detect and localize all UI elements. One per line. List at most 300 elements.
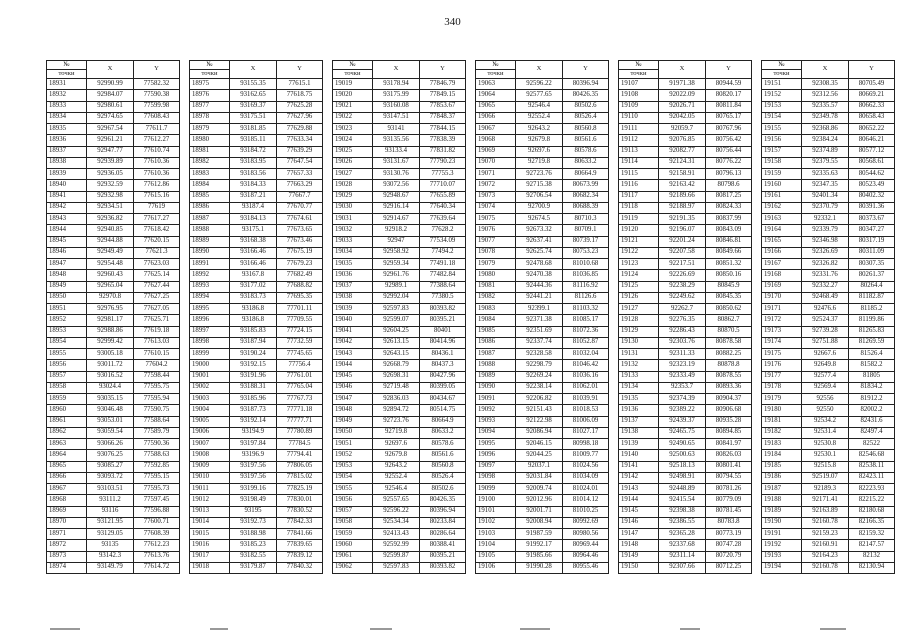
point-id: 18938 <box>47 157 87 168</box>
y-value: 77633.34 <box>277 135 323 146</box>
y-value: 77595.73 <box>134 484 180 495</box>
table-row <box>333 450 466 461</box>
point-id: 19163 <box>762 214 802 225</box>
y-value: 77629.88 <box>277 124 323 135</box>
y-value: 80523.49 <box>849 180 895 191</box>
y-value: 80862.7 <box>706 315 752 326</box>
x-value: 93131.67 <box>373 157 420 168</box>
table-row <box>47 292 180 303</box>
table-row <box>47 259 180 270</box>
y-value: 80980.56 <box>563 529 609 540</box>
table-row <box>619 214 752 225</box>
point-id: 19078 <box>476 247 516 258</box>
point-id: 18961 <box>47 416 87 427</box>
table-row <box>476 146 609 157</box>
point-id: 19013 <box>190 506 230 517</box>
point-id: 19055 <box>333 484 373 495</box>
x-value: 92151.43 <box>516 405 563 416</box>
y-value: 77612.86 <box>134 180 180 191</box>
x-value: 92238.14 <box>516 382 563 393</box>
y-value: 80756.44 <box>706 146 752 157</box>
x-value: 92398.38 <box>659 506 706 517</box>
table-row <box>47 461 180 472</box>
point-id: 18979 <box>190 124 230 135</box>
y-value: 81024.56 <box>563 461 609 472</box>
table-row <box>762 169 895 180</box>
point-id: 19168 <box>762 270 802 281</box>
point-id: 19082 <box>476 292 516 303</box>
header-point: точки <box>762 70 802 79</box>
x-value: 92959.34 <box>373 259 420 270</box>
table-row <box>47 472 180 483</box>
point-id: 19124 <box>619 270 659 281</box>
table-row <box>762 79 895 90</box>
x-value: 92226.69 <box>659 270 706 281</box>
y-value: 77596.88 <box>134 506 180 517</box>
coordinate-table-6 <box>761 60 895 574</box>
table-row <box>333 270 466 281</box>
x-value: 92207.58 <box>659 247 706 258</box>
y-value: 80633.2 <box>420 427 466 438</box>
point-id: 19192 <box>762 540 802 551</box>
y-value: 77595.94 <box>134 394 180 405</box>
x-value: 92980.61 <box>87 101 134 112</box>
point-id: 19089 <box>476 371 516 382</box>
point-id: 18956 <box>47 360 87 371</box>
y-value: 81018.53 <box>563 405 609 416</box>
x-value: 92326.69 <box>802 247 849 258</box>
point-id: 18957 <box>47 371 87 382</box>
y-value: 80502.6 <box>420 484 466 495</box>
table-row <box>190 382 323 393</box>
point-id: 19065 <box>476 101 516 112</box>
y-value: 80414.96 <box>420 337 466 348</box>
point-id: 18967 <box>47 484 87 495</box>
x-value: 92932.98 <box>87 191 134 202</box>
table-row <box>476 214 609 225</box>
table-row <box>762 439 895 450</box>
y-value: 77846.79 <box>420 79 466 90</box>
point-id: 19020 <box>333 90 373 101</box>
x-value: 93169.37 <box>230 101 277 112</box>
table-row <box>47 124 180 135</box>
x-value: 92577.65 <box>516 90 563 101</box>
y-value: 81805 <box>849 371 895 382</box>
y-value: 80561.6 <box>420 450 466 461</box>
y-value: 80998.18 <box>563 439 609 450</box>
point-id: 18989 <box>190 236 230 247</box>
table-row <box>190 337 323 348</box>
y-value: 77613.03 <box>134 337 180 348</box>
coordinate-table-5 <box>618 60 752 574</box>
table-row <box>762 382 895 393</box>
point-id: 18963 <box>47 439 87 450</box>
y-value: 80426.35 <box>420 495 466 506</box>
table-row <box>190 394 323 405</box>
table-row <box>476 326 609 337</box>
point-id: 19116 <box>619 180 659 191</box>
table-row <box>619 225 752 236</box>
y-value: 80779.09 <box>706 495 752 506</box>
x-value: 92249.62 <box>659 292 706 303</box>
x-value: 92171.41 <box>802 495 849 506</box>
x-value: 93135 <box>87 540 134 551</box>
table-row <box>190 191 323 202</box>
x-value: 92668.79 <box>373 360 420 371</box>
table-row <box>47 495 180 506</box>
x-value: 92191.35 <box>659 214 706 225</box>
point-id: 19155 <box>762 124 802 135</box>
point-id: 18954 <box>47 337 87 348</box>
table-row <box>47 112 180 123</box>
y-value: 80710.3 <box>563 214 609 225</box>
x-value: 91985.66 <box>516 551 563 562</box>
point-id: 18994 <box>190 292 230 303</box>
y-value: 80846.81 <box>706 236 752 247</box>
y-value: 80845.9 <box>706 281 752 292</box>
y-value: 77710.07 <box>420 180 466 191</box>
x-value: 92399.1 <box>516 304 563 315</box>
table-row <box>190 405 323 416</box>
y-value: 77831.82 <box>420 146 466 157</box>
x-value: 92122.98 <box>516 416 563 427</box>
point-id: 19024 <box>333 135 373 146</box>
y-value: 81036.16 <box>563 371 609 382</box>
table-row <box>47 225 180 236</box>
point-id: 19047 <box>333 394 373 405</box>
point-id: 19077 <box>476 236 516 247</box>
y-value: 77625.28 <box>277 101 323 112</box>
table-row <box>190 304 323 315</box>
table-row <box>619 315 752 326</box>
header-no: № <box>476 61 516 70</box>
point-id: 19017 <box>190 551 230 562</box>
table-row <box>619 506 752 517</box>
x-value: 92552.4 <box>373 472 420 483</box>
point-id: 19014 <box>190 517 230 528</box>
point-id: 19059 <box>333 529 373 540</box>
point-id: 19134 <box>619 382 659 393</box>
table-row <box>333 405 466 416</box>
x-value: 93155.35 <box>230 79 277 90</box>
point-id: 18937 <box>47 146 87 157</box>
table-row <box>619 90 752 101</box>
x-value: 93181.85 <box>230 124 277 135</box>
table-row <box>762 304 895 315</box>
point-id: 18948 <box>47 270 87 281</box>
point-id: 18936 <box>47 135 87 146</box>
y-value: 77839.65 <box>277 540 323 551</box>
point-id: 19094 <box>476 427 516 438</box>
x-value: 92989.1 <box>373 281 420 292</box>
x-value: 92700.9 <box>516 202 563 213</box>
x-value: 92649.8 <box>802 360 849 371</box>
y-value: 80669.21 <box>849 90 895 101</box>
x-value: 92159.23 <box>802 529 849 540</box>
x-value: 92238.29 <box>659 281 706 292</box>
x-value: 92613.15 <box>373 337 420 348</box>
point-id: 19131 <box>619 349 659 360</box>
y-value: 80633.2 <box>563 157 609 168</box>
y-value: 80944.59 <box>706 79 752 90</box>
table-row <box>333 529 466 540</box>
point-id: 19126 <box>619 292 659 303</box>
x-value: 92379.55 <box>802 157 849 168</box>
table-row <box>619 529 752 540</box>
point-id: 19143 <box>619 484 659 495</box>
y-value: 77615.16 <box>134 191 180 202</box>
point-id: 19021 <box>333 101 373 112</box>
header-x: X <box>516 61 563 79</box>
x-value: 92046.15 <box>516 439 563 450</box>
table-row <box>762 562 895 573</box>
x-value: 93035.15 <box>87 394 134 405</box>
table-row <box>762 247 895 258</box>
x-value: 93183.56 <box>230 169 277 180</box>
table-row <box>762 461 895 472</box>
y-value: 80307.35 <box>849 259 895 270</box>
y-value: 77840.32 <box>277 562 323 573</box>
x-value: 92518.13 <box>659 461 706 472</box>
x-value: 93085.27 <box>87 461 134 472</box>
table-row <box>333 439 466 450</box>
table-row <box>47 315 180 326</box>
y-value: 77625.71 <box>134 315 180 326</box>
point-id: 19040 <box>333 315 373 326</box>
x-value: 93197.56 <box>230 461 277 472</box>
point-id: 19142 <box>619 472 659 483</box>
x-value: 92577.4 <box>802 371 849 382</box>
x-value: 93187.94 <box>230 337 277 348</box>
y-value: 80720.79 <box>706 551 752 562</box>
y-value: 80753.23 <box>563 247 609 258</box>
table-row <box>762 360 895 371</box>
x-value: 92206.82 <box>516 394 563 405</box>
point-id: 19090 <box>476 382 516 393</box>
y-value: 82497.4 <box>849 427 895 438</box>
point-id: 19184 <box>762 450 802 461</box>
point-id: 19000 <box>190 360 230 371</box>
y-value: 81034.09 <box>563 472 609 483</box>
table-row <box>333 371 466 382</box>
y-value: 80776.22 <box>706 157 752 168</box>
table-row <box>476 371 609 382</box>
y-value: 77611.7 <box>134 124 180 135</box>
y-value: 80992.69 <box>563 517 609 528</box>
x-value: 92022.09 <box>659 90 706 101</box>
point-id: 19052 <box>333 450 373 461</box>
point-id: 19190 <box>762 517 802 528</box>
y-value: 80526.4 <box>563 112 609 123</box>
table-row <box>762 540 895 551</box>
y-value: 80311.09 <box>849 247 895 258</box>
y-value: 77482.84 <box>420 270 466 281</box>
point-id: 18933 <box>47 101 87 112</box>
y-value: 81024.01 <box>563 484 609 495</box>
x-value: 92037.1 <box>516 461 563 472</box>
point-id: 19061 <box>333 551 373 562</box>
table-row <box>476 405 609 416</box>
point-id: 19092 <box>476 405 516 416</box>
x-value: 92918.2 <box>373 225 420 236</box>
y-value: 82159.32 <box>849 529 895 540</box>
table-row <box>762 472 895 483</box>
x-value: 92999.42 <box>87 337 134 348</box>
x-value: 93076.25 <box>87 450 134 461</box>
point-id: 19123 <box>619 259 659 270</box>
point-id: 19074 <box>476 202 516 213</box>
x-value: 93166.46 <box>230 259 277 270</box>
point-id: 18943 <box>47 214 87 225</box>
x-value: 93192.15 <box>230 360 277 371</box>
point-id: 19032 <box>333 225 373 236</box>
x-value: 93177.02 <box>230 281 277 292</box>
x-value: 92596.22 <box>516 79 563 90</box>
y-value: 80560.8 <box>563 124 609 135</box>
x-value: 92196.07 <box>659 225 706 236</box>
point-id: 19095 <box>476 439 516 450</box>
x-value: 93093.72 <box>87 472 134 483</box>
y-value: 77844.15 <box>420 124 466 135</box>
point-id: 19060 <box>333 540 373 551</box>
y-value: 80712.25 <box>706 562 752 573</box>
table-row <box>190 124 323 135</box>
point-id: 19041 <box>333 326 373 337</box>
x-value: 92339.79 <box>802 225 849 236</box>
y-value: 77830.52 <box>277 506 323 517</box>
point-id: 18981 <box>190 146 230 157</box>
x-value: 92934.51 <box>87 202 134 213</box>
point-id: 19181 <box>762 416 802 427</box>
table-row <box>762 124 895 135</box>
x-value: 92008.94 <box>516 517 563 528</box>
table-row <box>333 304 466 315</box>
table-row <box>476 157 609 168</box>
point-id: 19010 <box>190 472 230 483</box>
x-value: 92328.58 <box>516 349 563 360</box>
y-value: 81582.2 <box>849 360 895 371</box>
y-value: 77673.65 <box>277 225 323 236</box>
table-row <box>190 270 323 281</box>
table-row <box>619 562 752 573</box>
point-id: 19045 <box>333 371 373 382</box>
x-value: 92498.91 <box>659 472 706 483</box>
point-id: 19122 <box>619 247 659 258</box>
table-row <box>619 484 752 495</box>
y-value: 82132 <box>849 551 895 562</box>
table-row <box>476 225 609 236</box>
table-row <box>190 427 323 438</box>
point-id: 19175 <box>762 349 802 360</box>
x-value: 93024.4 <box>87 382 134 393</box>
x-value: 93184.33 <box>230 180 277 191</box>
x-value: 92163.42 <box>659 180 706 191</box>
x-value: 92960.43 <box>87 270 134 281</box>
y-value: 77599.98 <box>134 101 180 112</box>
y-value: 77794.41 <box>277 450 323 461</box>
x-value: 92556 <box>802 394 849 405</box>
table-row <box>762 349 895 360</box>
x-value: 92697.6 <box>516 146 563 157</box>
x-value: 91987.59 <box>516 529 563 540</box>
table-row <box>333 551 466 562</box>
x-value: 92384.24 <box>802 135 849 146</box>
x-value: 92679.8 <box>373 450 420 461</box>
y-value: 81126.6 <box>563 292 609 303</box>
x-value: 93016.52 <box>87 371 134 382</box>
point-id: 19140 <box>619 450 659 461</box>
point-id: 19093 <box>476 416 516 427</box>
x-value: 92286.43 <box>659 326 706 337</box>
table-row <box>619 382 752 393</box>
table-row <box>619 450 752 461</box>
x-value: 93005.18 <box>87 349 134 360</box>
point-id: 18992 <box>190 270 230 281</box>
y-value: 77619 <box>134 202 180 213</box>
y-value: 80388.41 <box>420 540 466 551</box>
y-value: 77612.23 <box>134 540 180 551</box>
x-value: 93053.01 <box>87 416 134 427</box>
table-row <box>762 135 895 146</box>
table-row <box>190 236 323 247</box>
y-value: 80882.25 <box>706 349 752 360</box>
x-value: 93185.96 <box>230 394 277 405</box>
table-row <box>476 439 609 450</box>
y-value: 80577.12 <box>849 146 895 157</box>
x-value: 91992.17 <box>516 540 563 551</box>
y-value: 80955.46 <box>563 562 609 573</box>
point-id: 18995 <box>190 304 230 315</box>
table-header-row <box>333 61 466 70</box>
table-row <box>762 517 895 528</box>
y-value: 81265.83 <box>849 326 895 337</box>
x-value: 92643.2 <box>373 461 420 472</box>
x-value: 92001.71 <box>516 506 563 517</box>
table-row <box>190 461 323 472</box>
table-row <box>190 551 323 562</box>
table-row <box>47 135 180 146</box>
x-value: 92739.28 <box>802 326 849 337</box>
point-id: 19121 <box>619 236 659 247</box>
x-value: 92158.91 <box>659 169 706 180</box>
point-id: 18949 <box>47 281 87 292</box>
table-row <box>47 506 180 517</box>
x-value: 92697.6 <box>373 439 420 450</box>
table-row <box>47 202 180 213</box>
table-row <box>619 112 752 123</box>
table-row <box>47 484 180 495</box>
y-value: 77675.19 <box>277 247 323 258</box>
table-row <box>190 214 323 225</box>
y-value: 77815.02 <box>277 472 323 483</box>
table-row <box>619 79 752 90</box>
y-value: 81103.32 <box>563 304 609 315</box>
table-row <box>190 562 323 573</box>
table-row <box>619 202 752 213</box>
x-value: 92163.89 <box>802 506 849 517</box>
point-id: 19176 <box>762 360 802 371</box>
y-value: 77838.39 <box>420 135 466 146</box>
table-row <box>476 292 609 303</box>
table-row <box>190 101 323 112</box>
y-value: 80437.3 <box>420 360 466 371</box>
x-value: 93130.76 <box>373 169 420 180</box>
table-row <box>476 315 609 326</box>
point-id: 18945 <box>47 236 87 247</box>
y-value: 77388.64 <box>420 281 466 292</box>
table-row <box>190 281 323 292</box>
table-row <box>762 484 895 495</box>
